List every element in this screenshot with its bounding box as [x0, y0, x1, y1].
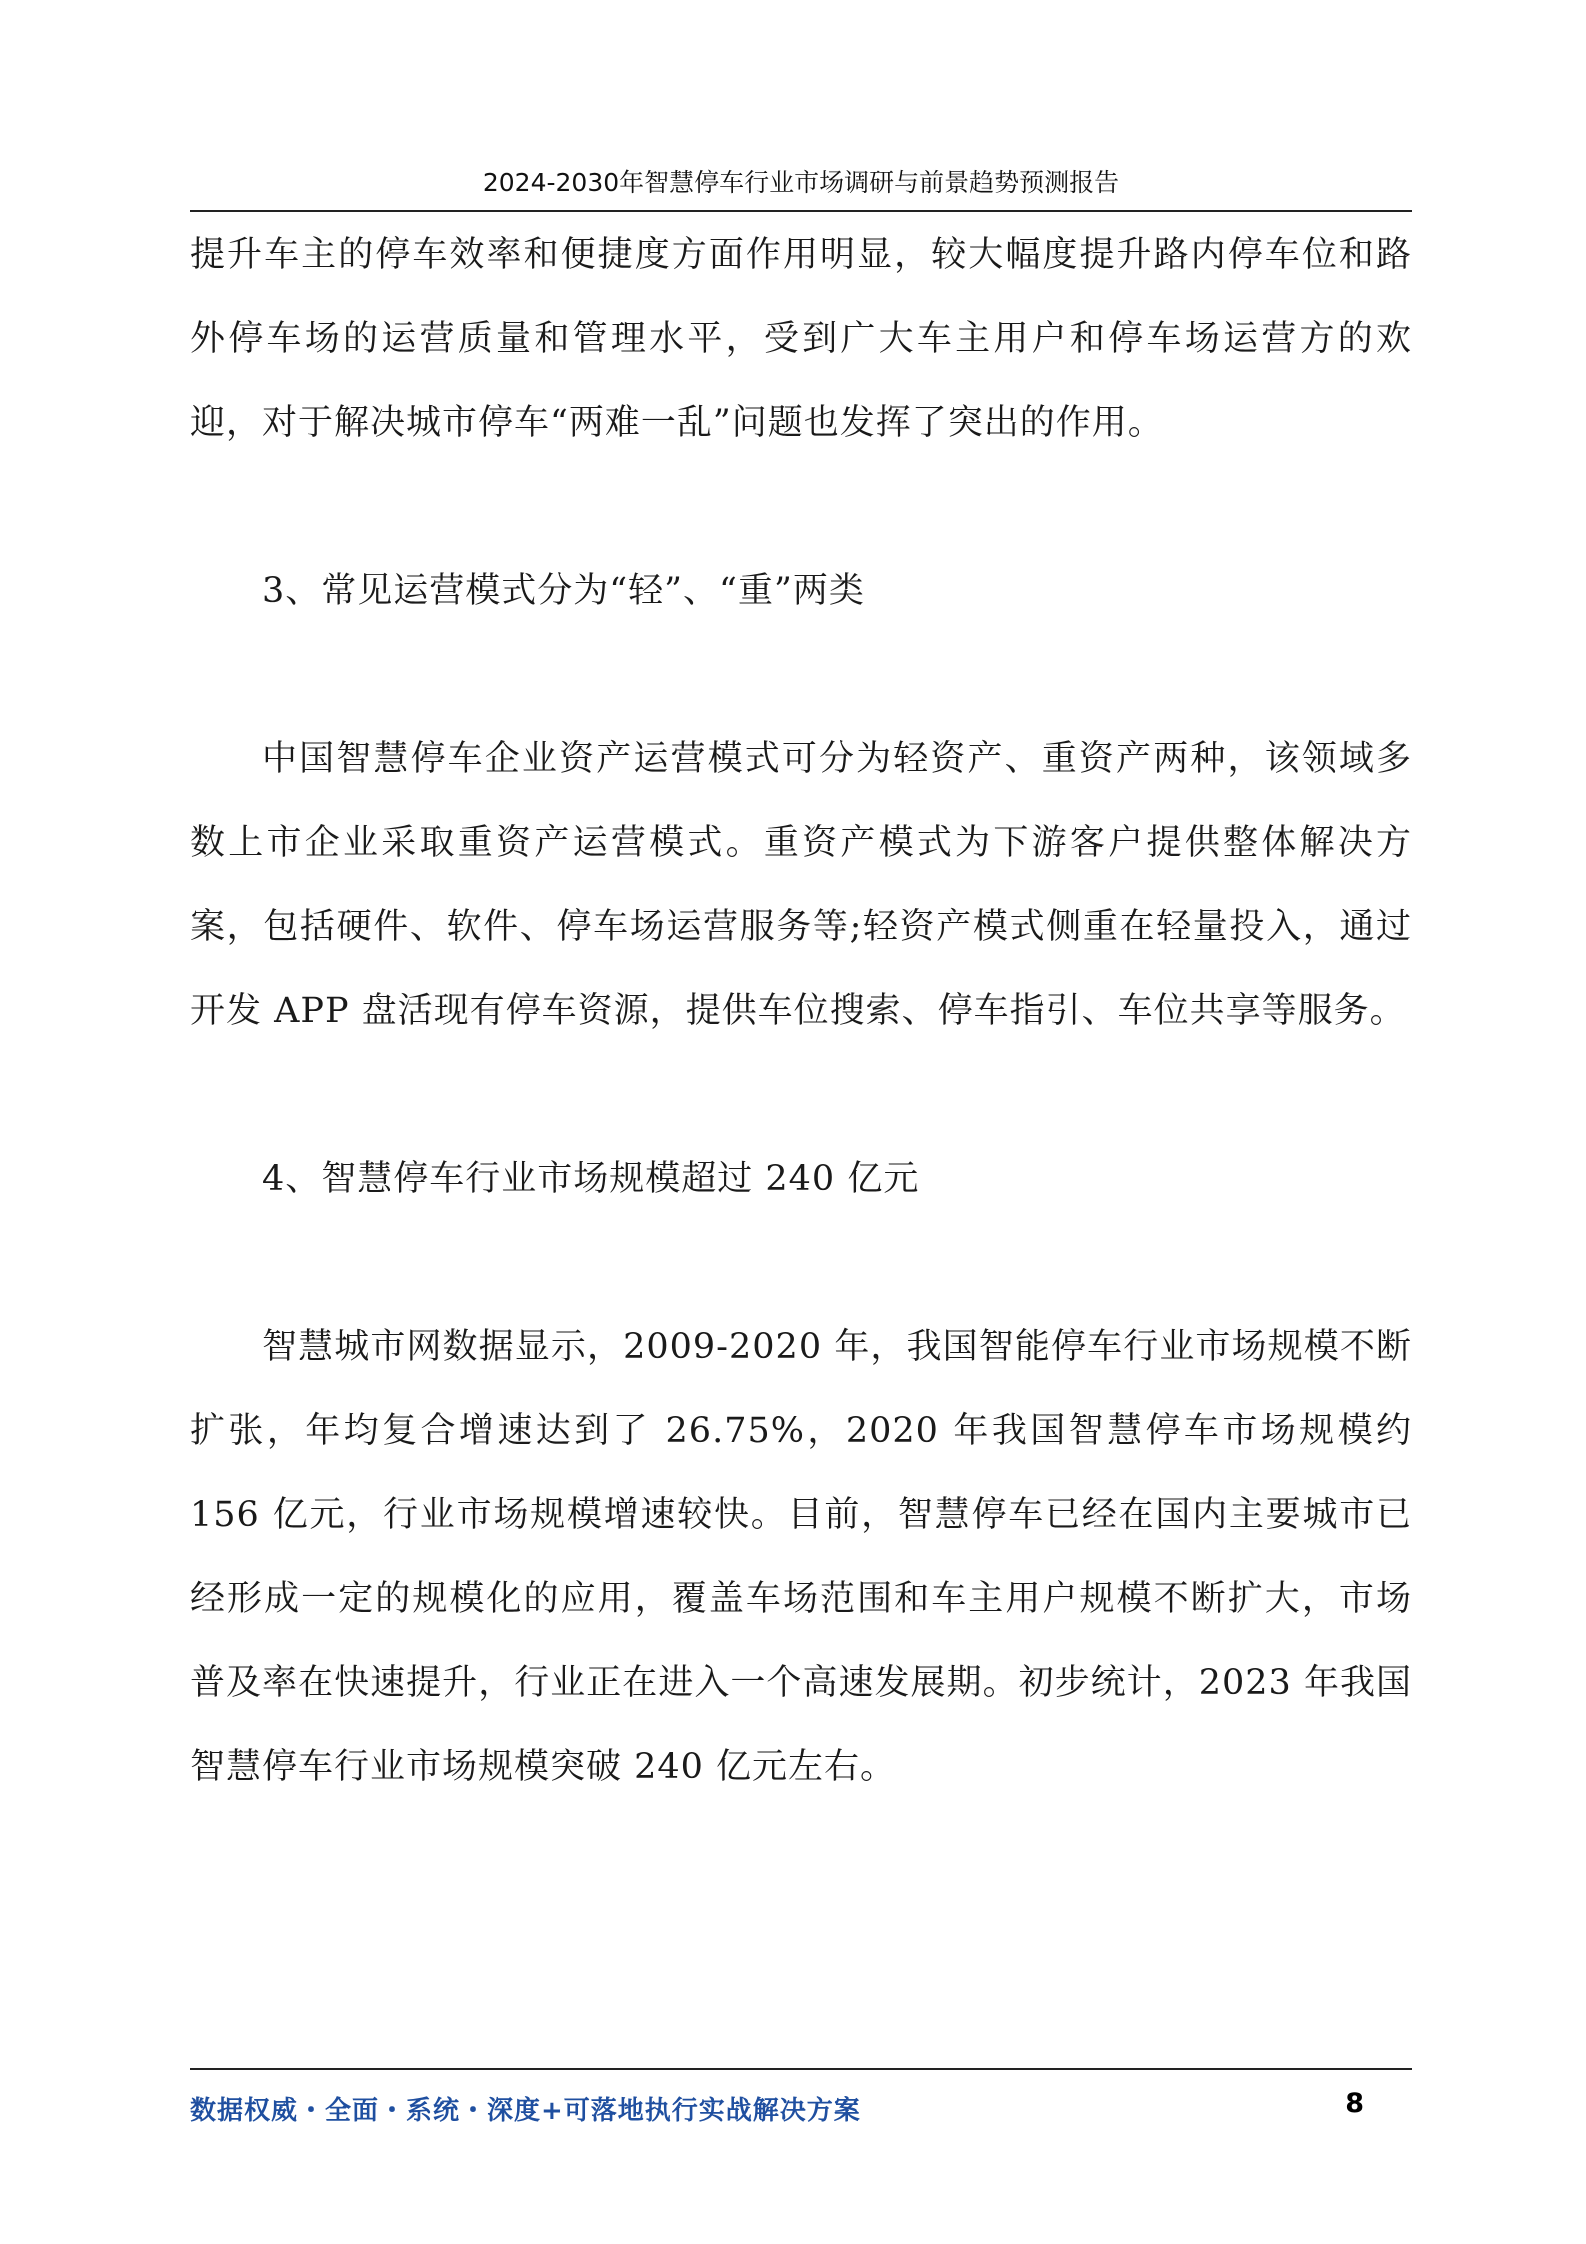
paragraph-operating-models: 中国智慧停车企业资产运营模式可分为轻资产、重资产两种，该领域多数上市企业采取重资产运营模式。重资产模式为下游客户提供整体解决方案，包括硬件、软件、停车场运营服务等;轻资产模式侧重在轻量投入，通过开发 APP 盘活现有停车资源，提供车位搜索、停车指引、车位共享等服务。: [190, 739, 1412, 1031]
paragraph-spacer: [190, 465, 1412, 549]
section-heading-4: 4、智慧停车行业市场规模超过 240 亿元: [262, 1159, 920, 1199]
footer-divider: [190, 2068, 1412, 2070]
paragraph-spacer: [190, 1221, 1412, 1305]
section-heading-3: 3、常见运营模式分为“轻”、“重”两类: [262, 571, 865, 611]
paragraph-continuation: 提升车主的停车效率和便捷度方面作用明显，较大幅度提升路内停车位和路外停车场的运营质量和管理水平，受到广大车主用户和停车场运营方的欢迎，对于解决城市停车“两难一乱”问题也发挥了突出的作用。: [190, 235, 1412, 443]
page-number: 8: [1345, 2088, 1364, 2119]
report-title: 2024-2030年智慧停车行业市场调研与前景趋势预测报告: [482, 168, 1120, 197]
paragraph-spacer: [190, 1053, 1412, 1137]
paragraph-market-size: 智慧城市网数据显示，2009-2020 年，我国智能停车行业市场规模不断扩张，年均复合增速达到了 26.75%，2020 年我国智慧停车市场规模约 156 亿元，行业市场规模增速较快。目前，智慧停车已经在国内主要城市已经形成一定的规模化的应用，覆盖车场范围和车主用户规模不断扩大，市场普及率在快速提升，行业正在进入一个高速发展期。初步统计，2023 年我国智慧停车行业市场规模突破 240 亿元左右。: [190, 1327, 1412, 1787]
paragraph-spacer: [190, 633, 1412, 717]
document-body: [190, 213, 1412, 1809]
footer-slogan: 数据权威・全面・系统・深度+可落地执行实战解决方案: [190, 2096, 861, 2126]
page-header: [190, 160, 1412, 212]
